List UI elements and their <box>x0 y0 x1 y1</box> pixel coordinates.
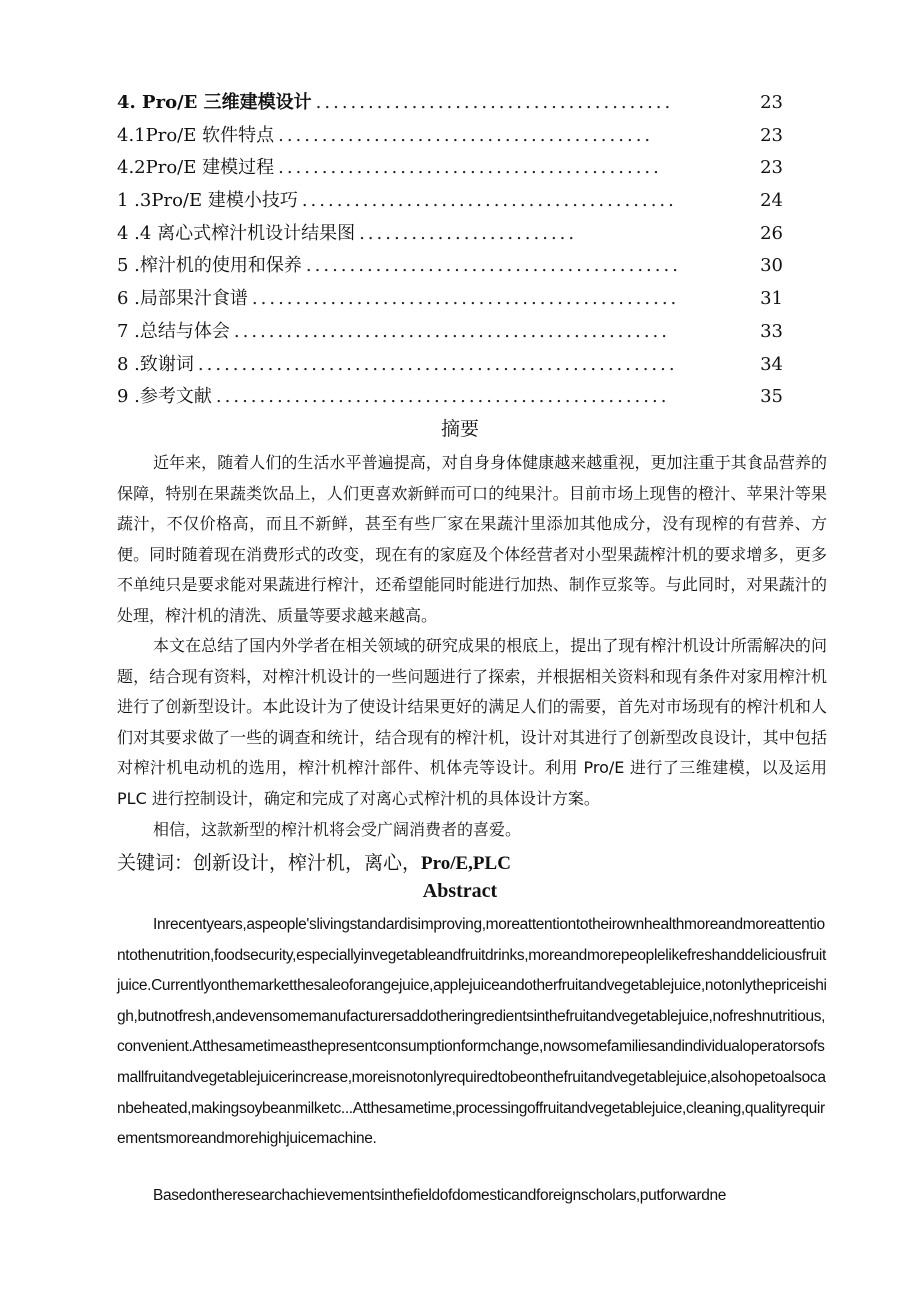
abstract-en-paragraph: Inrecentyears,aspeople'slivingstandardisimproving,moreattentiontotheirownhealthmoreandmoreattentiontothenutrition,foodsecurity,especiallyinvegetableandfruitdrinks,moreandmorepeoplelikefreshanddeliciousfruitjuice.Currentlyonthemarketthesaleoforangejuice,applejuiceandotherfruitandvegetablejuice,notonlythepriceishigh,butnotfresh,andevensomemanufacturersaddotheringredientsinthefruitandvegetablejuice,nofreshnutritious,convenient.Atthesametimeasthepresentconsumptionformchange,nowsomefamiliesandindividualoperatorsofsmallfruitandvegetablejuicerincrease,moreisnotonlyrequiredtobeonthefruitandvegetablejuice,alsohopetoalsocanbeheated,makingsoybeanmilketc...Atthesametime,processingoffruitandvegetablejuice,cleaning,qualityrequirementsmoreandmorehighjuicemachine. <box>117 916 827 1148</box>
toc-leader-dots: ................................................. <box>251 288 680 310</box>
toc-leader-dots: .................................................... <box>215 386 670 408</box>
toc-entry[interactable] <box>117 317 783 350</box>
toc-entry[interactable] <box>117 186 783 219</box>
toc-page-number: 23 <box>760 92 783 113</box>
toc-entry-title: 8 .致谢词 <box>117 353 194 375</box>
keywords-line <box>117 848 827 875</box>
table-of-contents <box>117 88 783 415</box>
toc-leader-dots: ........................................... <box>305 255 681 277</box>
toc-entry[interactable] <box>117 121 783 154</box>
toc-entry-title: 4.2Pro/E 建模过程 <box>117 157 275 179</box>
toc-leader-dots: ....................................................... <box>197 353 678 375</box>
toc-leader-dots: ............................................ <box>278 157 662 179</box>
toc-leader-dots: ........................................... <box>301 190 677 212</box>
toc-entry[interactable] <box>117 350 783 383</box>
toc-page-number: 23 <box>760 157 783 179</box>
toc-entry[interactable] <box>117 382 783 415</box>
toc-page-number: 34 <box>760 353 783 375</box>
abstract-cn-paragraph: 相信，这款新型的榨汁机将会受广阔消费者的喜爱。 <box>153 820 522 839</box>
toc-entry-title: 4. Pro/E 三维建模设计 <box>117 92 312 113</box>
keywords-english: Pro/E,PLC <box>421 853 511 874</box>
toc-entry-title: 6 .局部果汁食谱 <box>117 288 248 310</box>
toc-leader-dots: ........................................... <box>278 124 654 146</box>
toc-entry[interactable] <box>117 219 783 252</box>
toc-leader-dots: .................................................. <box>233 320 670 342</box>
toc-entry-title: 5 .榨汁机的使用和保养 <box>117 255 302 277</box>
toc-page-number: 30 <box>760 255 783 277</box>
toc-entry[interactable] <box>117 284 783 317</box>
abstract-en-heading: Abstract <box>422 880 498 902</box>
toc-page-number: 33 <box>760 320 783 342</box>
toc-entry-title: 9 .参考文献 <box>117 386 212 408</box>
toc-page-number: 31 <box>760 288 783 310</box>
toc-leader-dots: ......................... <box>359 222 578 244</box>
toc-entry-title: 4 .4 离心式榨汁机设计结果图 <box>117 222 356 244</box>
toc-entry-title: 7 .总结与体会 <box>117 320 230 342</box>
toc-entry-title: 1 .3Pro/E 建模小技巧 <box>117 190 298 212</box>
keywords-label: 关键词：创新设计，榨汁机，离心， <box>117 852 422 874</box>
abstract-cn-paragraph: 近年来，随着人们的生活水平普遍提高，对自身身体健康越来越重视，更加注重于其食品营养的保障，特别在果蔬类饮品上，人们更喜欢新鲜而可口的纯果汁。目前市场上现售的橙汁、苹果汁等果蔬汁，不仅价格高，而且不新鲜，甚至有些厂家在果蔬汁里添加其他成分，没有现榨的有营养、方便。同时随着现在消费形式的改变，现在有的家庭及个体经营者对小型果蔬榨汁机的要求增多，更多不单纯只是要求能对果蔬进行榨汁，还希望能同时能进行加热、制作豆浆等。与此同时，对果蔬汁的处理，榨汁机的清洗、质量等要求越来越高。 <box>117 453 827 625</box>
abstract-cn-heading: 摘要 <box>440 418 479 440</box>
toc-page-number: 35 <box>760 386 783 408</box>
toc-entry[interactable] <box>117 251 783 284</box>
toc-entry-title: 4.1Pro/E 软件特点 <box>117 124 275 146</box>
toc-page-number: 26 <box>760 222 783 244</box>
toc-leader-dots: ......................................... <box>315 92 674 113</box>
toc-page-number: 23 <box>760 124 783 146</box>
abstract-cn-paragraph: 本文在总结了国内外学者在相关领域的研究成果的根底上，提出了现有榨汁机设计所需解决的问题，结合现有资料，对榨汁机设计的一些问题进行了探索，并根据相关资料和现有条件对家用榨汁机进行了创新型设计。本此设计为了使设计结果更好的满足人们的需要，首先对市场现有的榨汁机和人们对其要求做了一些的调查和统计，结合现有的榨汁机，设计对其进行了创新型改良设计，其中包括对榨汁机电动机的选用，榨汁机榨汁部件、机体壳等设计。利用 Pro/E 进行了三维建模，以及运用 PLC 进行控制设计，确定和完成了对离心式榨汁机的具体设计方案。 <box>117 636 827 808</box>
toc-page-number: 24 <box>760 190 783 212</box>
toc-entry[interactable] <box>117 88 783 121</box>
toc-entry[interactable] <box>117 153 783 186</box>
abstract-en-paragraph: Basedontheresearchachievementsinthefieldofdomesticandforeignscholars,putforwardne <box>153 1187 727 1204</box>
